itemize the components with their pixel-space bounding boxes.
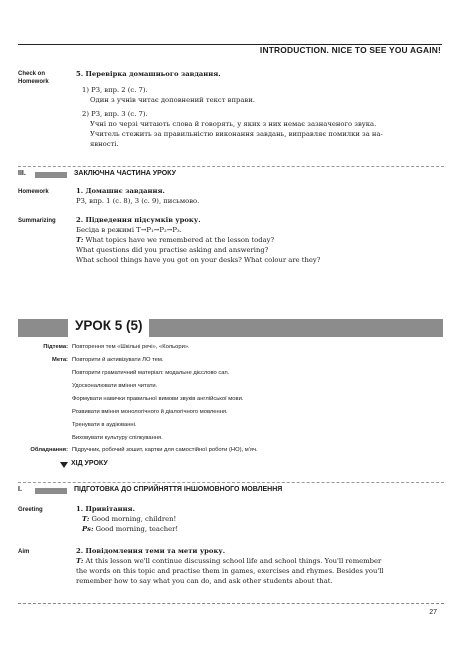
check-item-2-line: явності. <box>90 140 119 148</box>
check-item-1: 1) РЗ, впр. 2 (с. 7). <box>82 86 148 94</box>
meta-value: Підручник, робочий зошит, картки для самостійної роботи (НО), м'яч. <box>72 447 258 453</box>
side-label-homework: Homework <box>18 189 49 195</box>
summarizing-question: What topics have we remembered at the lesson today? <box>85 236 275 244</box>
side-label-aim: Aim <box>18 549 30 555</box>
triangle-down-icon <box>60 462 68 468</box>
homework-block <box>76 186 433 206</box>
aim-line: remember how to say what you can do, and ask other students about that. <box>76 577 333 585</box>
lesson-title-bar-right <box>149 319 443 337</box>
greeting-ps-text: Good morning, teacher! <box>95 525 179 533</box>
speaker-label: Ps: <box>82 525 94 533</box>
speaker-label: T: <box>76 557 84 565</box>
section-title: ЗАКЛЮЧНА ЧАСТИНА УРОКУ <box>74 170 176 177</box>
greeting-ps-line <box>76 524 433 534</box>
summarizing-block <box>76 215 433 265</box>
aim-heading: 2. Повідомлення теми та мети уроку. <box>76 547 226 555</box>
lesson-title: УРОК 5 (5) <box>75 318 143 333</box>
greeting-heading: 1. Привітання. <box>76 505 135 513</box>
aim-line <box>76 556 433 566</box>
meta-value: Розвивати вміння монологічного й діалогічного мовлення. <box>72 409 228 415</box>
check-item-2-line: Учні по черзі читають слова й говорять, у яких з них немає зазначеного звука. <box>90 120 377 128</box>
check-heading: 5. Перевірка домашнього завдання. <box>76 70 221 78</box>
side-label-greeting: Greeting <box>18 507 43 513</box>
meta-value: Виховувати культуру спілкування. <box>72 435 163 441</box>
greeting-t-text: Good morning, children! <box>91 515 177 523</box>
greeting-block <box>76 504 433 534</box>
summarizing-mode: Бесіда в режимі T→P₁→P₂→P₃. <box>76 226 182 234</box>
check-item-2: 2) РЗ, впр. 3 (с. 7). <box>82 110 148 118</box>
meta-value: Формувати навички правильної вимови звуків англійської мови. <box>72 396 244 402</box>
meta-value: Тренувати в аудіюванні. <box>72 422 137 428</box>
section-divider <box>18 482 444 483</box>
check-homework-block <box>76 69 433 149</box>
meta-label: Мета: <box>52 357 68 363</box>
check-item-1-note: Один з учнів читає доповнений текст вправи. <box>90 96 255 104</box>
aim-line: the words on this topic and practise them in games, exercises and rhymes. Besides you'll <box>76 567 384 575</box>
meta-label: Обладнання: <box>30 447 68 453</box>
section-bar <box>35 488 67 494</box>
section-number: I. <box>18 486 22 493</box>
running-header: INTRODUCTION. NICE TO SEE YOU AGAIN! <box>259 45 441 55</box>
lesson-title-bar-left <box>18 319 68 337</box>
section-number: III. <box>18 170 26 177</box>
meta-value: Повторити граматичний матеріал: модальне дієслово can. <box>72 370 230 376</box>
section-title: ПІДГОТОВКА ДО СПРИЙНЯТТЯ ІНШОМОВНОГО МОВЛЕННЯ <box>74 486 283 493</box>
meta-value: Повторення тем «Шкільні речі», «Кольори». <box>72 344 190 350</box>
footer-rule <box>18 603 444 604</box>
speaker-label: T: <box>76 236 84 244</box>
meta-value: Удосконалювати вміння читати. <box>72 383 158 389</box>
aim-text: At this lesson we'll continue discussing school life and school things. You'll remember <box>85 557 382 565</box>
summarizing-heading: 2. Підведення підсумків уроку. <box>76 216 201 224</box>
section-divider <box>18 166 444 167</box>
aim-block <box>76 546 433 586</box>
side-label-line: Check on <box>18 71 46 77</box>
course-heading: ХІД УРОКУ <box>71 460 108 467</box>
summarizing-question: What questions did you practise asking and answering? <box>76 246 269 254</box>
side-label-check <box>18 70 49 86</box>
section-bar <box>35 172 67 178</box>
greeting-t-line <box>76 514 433 524</box>
homework-heading: 1. Домашнє завдання. <box>76 187 165 195</box>
page-number: 27 <box>429 609 437 616</box>
summarizing-t-line <box>76 235 433 245</box>
check-item-2-line: Учитель стежить за правильністю виконання завдань, виправляє помилки за на- <box>90 130 383 138</box>
side-label-summarizing: Summarizing <box>18 218 56 224</box>
summarizing-question: What school things have you got on your desks? What colour are they? <box>76 256 321 264</box>
speaker-label: T: <box>82 515 90 523</box>
homework-text: РЗ, впр. 1 (с. 8), 3 (с. 9), письмово. <box>76 197 200 205</box>
side-label-line: Homework <box>18 79 49 85</box>
meta-label: Підтема: <box>43 344 68 350</box>
meta-value: Повторити й активізувати ЛО тем. <box>72 357 164 363</box>
